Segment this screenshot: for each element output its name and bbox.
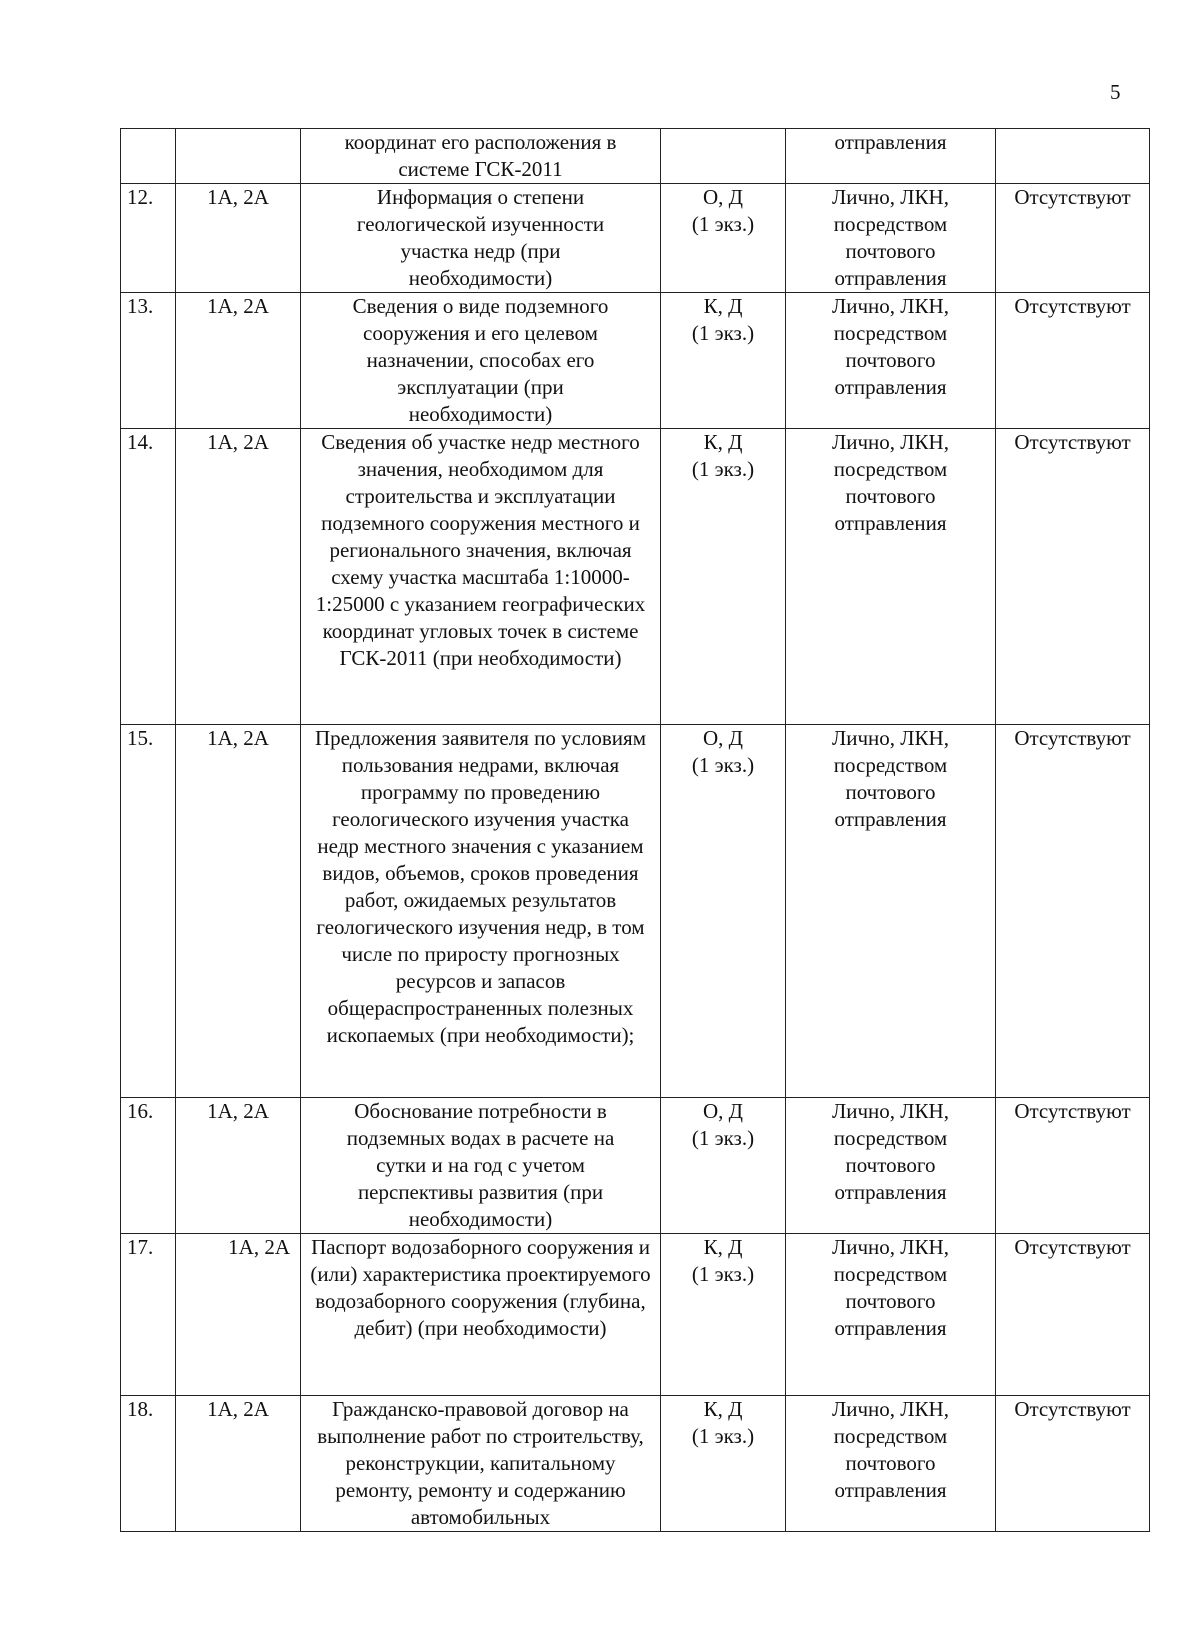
row-number: 16. — [121, 1098, 176, 1234]
applicant-category: 1А, 2А — [176, 1098, 301, 1234]
document-form — [661, 129, 786, 184]
row-number: 12. — [121, 184, 176, 293]
table-row — [121, 1098, 1150, 1234]
applicant-category: 1А, 2А — [176, 429, 301, 725]
document-name: координат его расположения в системе ГСК-2011 — [301, 129, 661, 184]
submission-method: Лично, ЛКН, посредством почтового отправления — [786, 293, 996, 429]
submission-method: Лично, ЛКН, посредством почтового отправления — [786, 1098, 996, 1234]
document-name: Обоснование потребности в подземных водах в расчете на сутки и на год с учетом перспективы развития (при необходимости) — [301, 1098, 661, 1234]
document-form: О, Д (1 экз.) — [661, 1098, 786, 1234]
submission-method: Лично, ЛКН, посредством почтового отправления — [786, 184, 996, 293]
document-form: О, Д (1 экз.) — [661, 725, 786, 1098]
table-row — [121, 1396, 1150, 1532]
row-number: 18. — [121, 1396, 176, 1532]
requirements-note: Отсутствуют — [996, 184, 1150, 293]
table-row — [121, 184, 1150, 293]
document-name: Предложения заявителя по условиям пользования недрами, включая программу по проведению геологического изучения участка недр местного значения с указанием видов, объемов, сроков проведения работ, ожидаемых результатов геологического изучения недр, в том числе по приросту прогнозных ресурсов и запасов общераспространенных полезных ископаемых (при необходимости); — [301, 725, 661, 1098]
page-number: 5 — [1110, 80, 1121, 104]
row-number — [121, 129, 176, 184]
row-number: 13. — [121, 293, 176, 429]
submission-method: отправления — [786, 129, 996, 184]
document-name: Паспорт водозаборного сооружения и (или) характеристика проектируемого водозаборного сооружения (глубина, дебит) (при необходимости) — [301, 1234, 661, 1396]
row-number: 17. — [121, 1234, 176, 1396]
document-name: Гражданско-правовой договор на выполнение работ по строительству, реконструкции, капитальному ремонту, ремонту и содержанию автомобильных — [301, 1396, 661, 1532]
requirements-note — [996, 129, 1150, 184]
submission-method: Лично, ЛКН, посредством почтового отправления — [786, 725, 996, 1098]
document-form: К, Д (1 экз.) — [661, 1396, 786, 1532]
table-row — [121, 725, 1150, 1098]
submission-method: Лично, ЛКН, посредством почтового отправления — [786, 429, 996, 725]
requirements-note: Отсутствуют — [996, 1234, 1150, 1396]
applicant-category: 1А, 2А — [176, 725, 301, 1098]
row-number: 14. — [121, 429, 176, 725]
document-name: Информация о степени геологической изученности участка недр (при необходимости) — [301, 184, 661, 293]
document-name: Сведения о виде подземного сооружения и его целевом назначении, способах его эксплуатации (при необходимости) — [301, 293, 661, 429]
submission-method: Лично, ЛКН, посредством почтового отправления — [786, 1234, 996, 1396]
requirements-note: Отсутствуют — [996, 1098, 1150, 1234]
applicant-category: 1А, 2А — [176, 1396, 301, 1532]
applicant-category: 1А, 2А — [176, 293, 301, 429]
row-number: 15. — [121, 725, 176, 1098]
document-form: О, Д (1 экз.) — [661, 184, 786, 293]
requirements-note: Отсутствуют — [996, 293, 1150, 429]
table-row — [121, 1234, 1150, 1396]
applicant-category — [176, 129, 301, 184]
document-form: К, Д (1 экз.) — [661, 1234, 786, 1396]
document-form: К, Д (1 экз.) — [661, 293, 786, 429]
requirements-note: Отсутствуют — [996, 429, 1150, 725]
applicant-category: 1А, 2А — [176, 184, 301, 293]
document-name: Сведения об участке недр местного значения, необходимом для строительства и эксплуатации подземного сооружения местного и регионального значения, включая схему участка масштаба 1:10000-1:25000 с указанием географических координат угловых точек в системе ГСК-2011 (при необходимости) — [301, 429, 661, 725]
submission-method: Лично, ЛКН, посредством почтового отправления — [786, 1396, 996, 1532]
applicant-category: 1А, 2А — [176, 1234, 301, 1396]
table-row — [121, 429, 1150, 725]
table-row — [121, 293, 1150, 429]
document-form: К, Д (1 экз.) — [661, 429, 786, 725]
requirements-note: Отсутствуют — [996, 725, 1150, 1098]
documents-table — [120, 128, 1150, 1532]
requirements-note: Отсутствуют — [996, 1396, 1150, 1532]
table-row — [121, 129, 1150, 184]
